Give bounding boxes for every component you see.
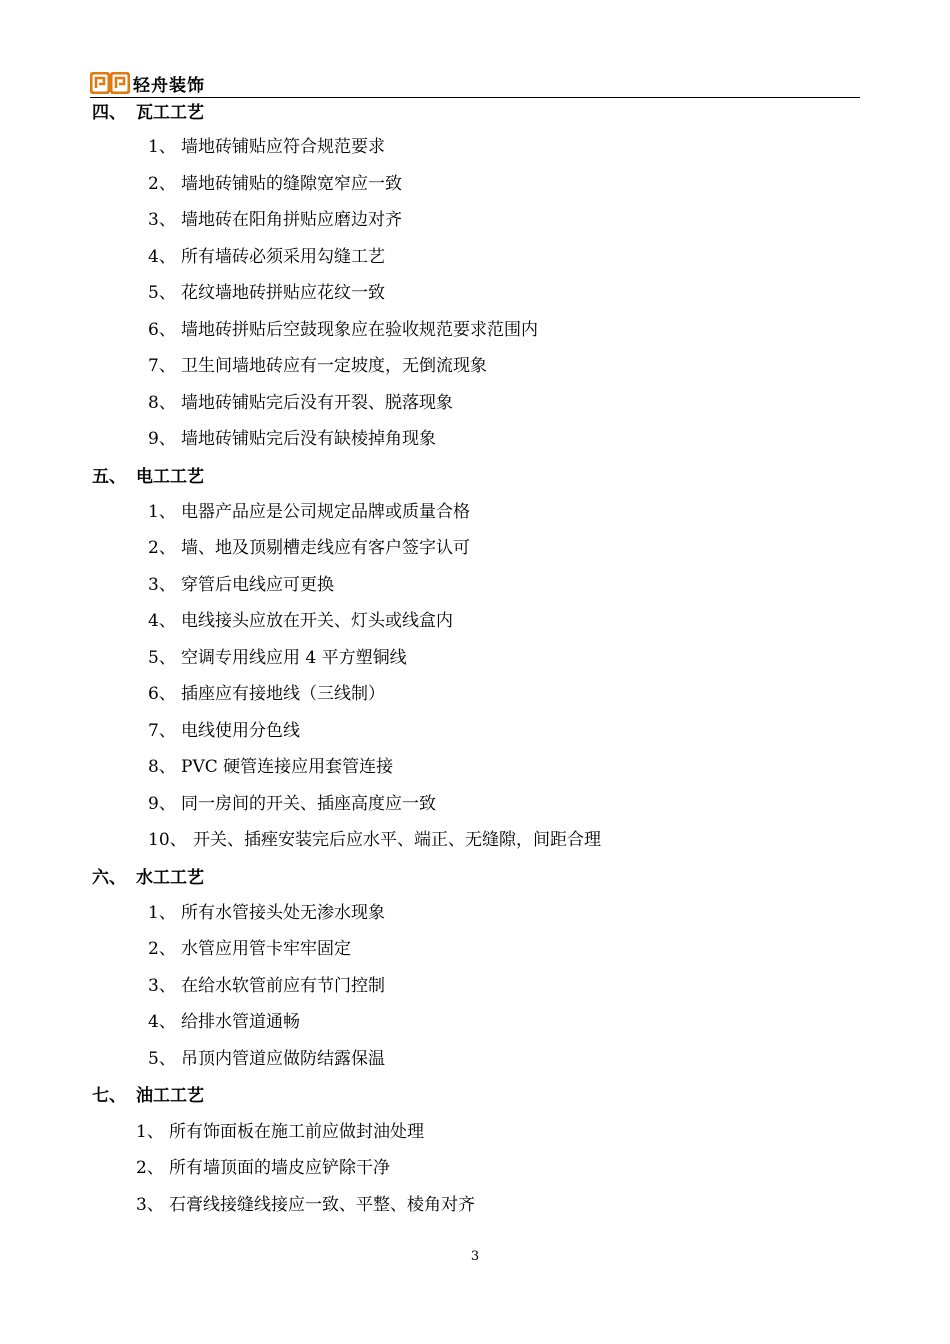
list-item bbox=[148, 282, 385, 304]
item-number: 3、 bbox=[136, 1195, 164, 1215]
item-number: 7、 bbox=[148, 721, 176, 741]
item-text: 水管应用管卡牢牢固定 bbox=[181, 939, 351, 959]
item-number: 1、 bbox=[148, 903, 176, 923]
item-text: 所有墙顶面的墙皮应铲除干净 bbox=[169, 1158, 390, 1178]
item-text: PVC 硬管连接应用套管连接 bbox=[181, 757, 394, 777]
section-title: 油工工艺 bbox=[136, 1086, 204, 1106]
item-text: 石膏线接缝线接应一致、平整、棱角对齐 bbox=[169, 1195, 475, 1215]
item-text: 插座应有接地线（三线制） bbox=[181, 684, 385, 704]
item-text: 所有墙砖必须采用勾缝工艺 bbox=[181, 247, 385, 267]
list-item bbox=[148, 355, 487, 377]
item-number: 4、 bbox=[148, 611, 176, 631]
item-text: 开关、插痤安装完后应水平、端正、无缝隙，间距合理 bbox=[193, 830, 601, 850]
item-number: 7、 bbox=[148, 356, 176, 376]
item-text: 墙地砖铺贴的缝隙宽窄应一致 bbox=[181, 174, 402, 194]
section-number: 四、 bbox=[92, 103, 126, 123]
section-heading bbox=[92, 102, 204, 124]
section-title: 电工工艺 bbox=[136, 467, 204, 487]
section-heading bbox=[92, 466, 204, 488]
list-item bbox=[136, 1157, 390, 1179]
item-number: 2、 bbox=[148, 174, 176, 194]
item-text: 电器产品应是公司规定品牌或质量合格 bbox=[181, 502, 470, 522]
list-item bbox=[148, 209, 402, 231]
item-number: 8、 bbox=[148, 393, 176, 413]
list-item bbox=[136, 1121, 424, 1143]
list-item bbox=[148, 537, 470, 559]
item-number: 4、 bbox=[148, 1012, 176, 1032]
item-number: 5、 bbox=[148, 283, 176, 303]
list-item bbox=[148, 902, 385, 924]
item-text: 穿管后电线应可更换 bbox=[181, 575, 334, 595]
item-number: 1、 bbox=[148, 137, 176, 157]
list-item bbox=[148, 683, 385, 705]
list-item bbox=[148, 136, 385, 158]
list-item bbox=[148, 428, 436, 450]
item-text: 墙地砖铺贴完后没有开裂、脱落现象 bbox=[181, 393, 453, 413]
item-number: 3、 bbox=[148, 976, 176, 996]
item-number: 9、 bbox=[148, 794, 176, 814]
item-number: 5、 bbox=[148, 1049, 176, 1069]
item-number: 6、 bbox=[148, 684, 176, 704]
item-text: 所有水管接头处无渗水现象 bbox=[181, 903, 385, 923]
item-number: 2、 bbox=[136, 1158, 164, 1178]
list-item bbox=[148, 501, 470, 523]
item-text: 空调专用线应用 4 平方塑铜线 bbox=[181, 648, 407, 668]
item-text: 在给水软管前应有节门控制 bbox=[181, 976, 385, 996]
item-number: 1、 bbox=[148, 502, 176, 522]
item-text: 墙地砖铺贴完后没有缺棱掉角现象 bbox=[181, 429, 436, 449]
list-item bbox=[148, 1048, 385, 1070]
list-item bbox=[148, 173, 402, 195]
list-item bbox=[148, 975, 385, 997]
item-text: 墙地砖在阳角拼贴应磨边对齐 bbox=[181, 210, 402, 230]
list-item bbox=[148, 574, 334, 596]
item-text: 所有饰面板在施工前应做封油处理 bbox=[169, 1122, 424, 1142]
item-number: 3、 bbox=[148, 210, 176, 230]
item-number: 6、 bbox=[148, 320, 176, 340]
list-item bbox=[148, 610, 453, 632]
list-item bbox=[148, 793, 436, 815]
list-item bbox=[148, 720, 300, 742]
item-text: 花纹墙地砖拼贴应花纹一致 bbox=[181, 283, 385, 303]
item-number: 9、 bbox=[148, 429, 176, 449]
item-number: 10、 bbox=[148, 830, 187, 850]
list-item bbox=[148, 938, 351, 960]
list-item bbox=[148, 246, 385, 268]
section-number: 六、 bbox=[92, 868, 126, 888]
list-item bbox=[148, 392, 453, 414]
section-heading bbox=[92, 1085, 204, 1107]
item-number: 2、 bbox=[148, 538, 176, 558]
list-item bbox=[148, 756, 393, 778]
item-text: 卫生间墙地砖应有一定坡度，无倒流现象 bbox=[181, 356, 487, 376]
item-number: 2、 bbox=[148, 939, 176, 959]
company-logo-icon bbox=[90, 72, 130, 94]
list-item bbox=[148, 1011, 300, 1033]
list-item bbox=[148, 647, 407, 669]
page-header bbox=[90, 70, 860, 98]
item-text: 吊顶内管道应做防结露保温 bbox=[181, 1049, 385, 1069]
section-heading bbox=[92, 867, 204, 889]
item-number: 3、 bbox=[148, 575, 176, 595]
section-number: 七、 bbox=[92, 1086, 126, 1106]
item-text: 墙、地及顶剔槽走线应有客户签字认可 bbox=[181, 538, 470, 558]
page-number: 3 bbox=[470, 1249, 480, 1264]
section-title: 瓦工工艺 bbox=[136, 103, 204, 123]
list-item bbox=[136, 1194, 475, 1216]
item-text: 墙地砖铺贴应符合规范要求 bbox=[181, 137, 385, 157]
list-item bbox=[148, 829, 601, 851]
header-divider bbox=[90, 97, 860, 98]
item-text: 墙地砖拼贴后空鼓现象应在验收规范要求范围内 bbox=[181, 320, 538, 340]
section-number: 五、 bbox=[92, 467, 126, 487]
item-text: 电线接头应放在开关、灯头或线盒内 bbox=[181, 611, 453, 631]
brand-name: 轻舟装饰 bbox=[133, 76, 205, 96]
item-number: 4、 bbox=[148, 247, 176, 267]
section-title: 水工工艺 bbox=[136, 868, 204, 888]
item-text: 电线使用分色线 bbox=[181, 721, 300, 741]
item-number: 5、 bbox=[148, 648, 176, 668]
list-item bbox=[148, 319, 538, 341]
item-text: 同一房间的开关、插座高度应一致 bbox=[181, 794, 436, 814]
item-number: 1、 bbox=[136, 1122, 164, 1142]
item-text: 给排水管道通畅 bbox=[181, 1012, 300, 1032]
item-number: 8、 bbox=[148, 757, 176, 777]
